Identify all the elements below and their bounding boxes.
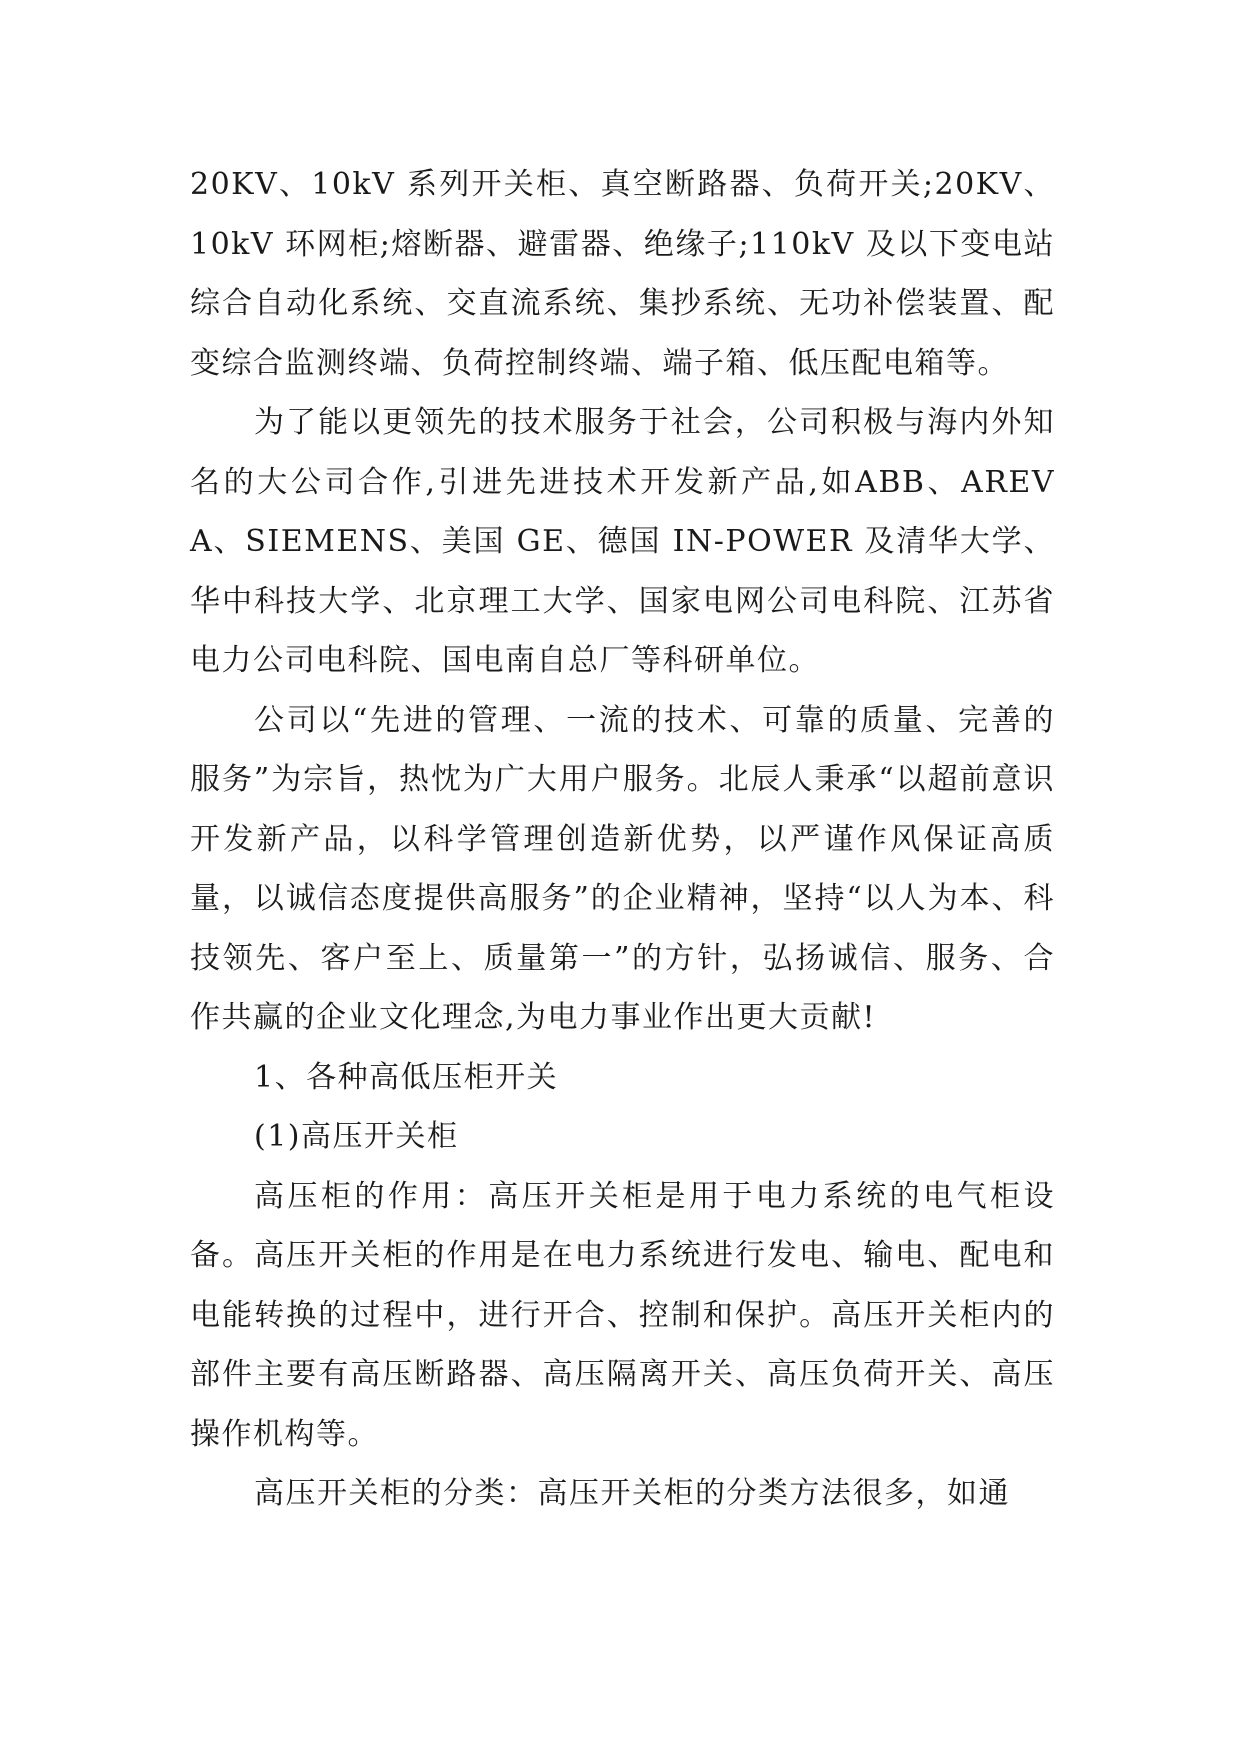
document-body	[190, 155, 1055, 1524]
paragraph-cooperation: 为了能以更领先的技术服务于社会，公司积极与海内外知名的大公司合作,引进先进技术开发新产品,如ABB、AREVA、SIEMENS、美国 GE、德国 IN-POWER 及清华大学、华中科技大学、北京理工大学、国家电网公司电科院、江苏省电力公司电科院、国电南自总厂等科研单位。	[190, 405, 1055, 678]
paragraph-product-list: 20KV、10kV 系列开关柜、真空断路器、负荷开关;20KV、10kV 环网柜;熔断器、避雷器、绝缘子;110kV 及以下变电站综合自动化系统、交直流系统、集抄系统、无功补偿装置、配变综合监测终端、负荷控制终端、端子箱、低压配电箱等。	[190, 167, 1055, 381]
section-heading-switchgear: 1、各种高低压柜开关	[254, 1059, 559, 1095]
paragraph-cabinet-classification: 高压开关柜的分类：高压开关柜的分类方法很多，如通	[254, 1476, 1010, 1511]
subsection-heading-high-voltage-cabinet: (1)高压开关柜	[254, 1119, 459, 1154]
paragraph-company-philosophy: 公司以“先进的管理、一流的技术、可靠的质量、完善的服务”为宗旨，热忱为广大用户服务。北辰人秉承“以超前意识开发新产品，以科学管理创造新优势，以严谨作风保证高质量，以诚信态度提供高服务”的企业精神，坚持“以人为本、科技领先、客户至上、质量第一”的方针，弘扬诚信、服务、合作共赢的企业文化理念,为电力事业作出更大贡献!	[190, 702, 1055, 1035]
paragraph-cabinet-function: 高压柜的作用：高压开关柜是用于电力系统的电气柜设备。高压开关柜的作用是在电力系统进行发电、输电、配电和电能转换的过程中，进行开合、控制和保护。高压开关柜内的部件主要有高压断路器、高压隔离开关、高压负荷开关、高压操作机构等。	[190, 1178, 1055, 1452]
